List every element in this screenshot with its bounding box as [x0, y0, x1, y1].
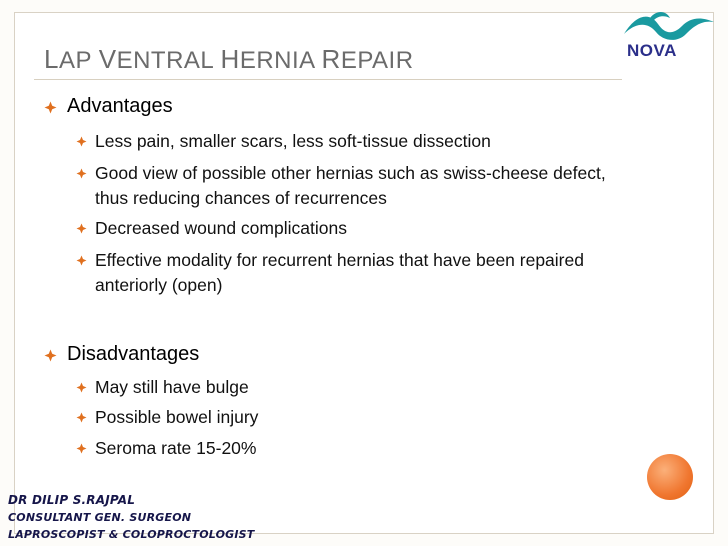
section-label: Advantages — [67, 95, 173, 117]
bullet-icon — [76, 223, 87, 234]
bullet-icon — [44, 101, 57, 114]
slide: LAP VENTRAL HERNIA REPAIR NOVA Advantages Less pain, smaller scars, less soft-tissue dissection Good view of possible other hernias such as swiss-cheese defect, thus reducing chances of recurrences Decreased wound complications Effective modality for recurrent hernias that have been repaired anteriorly (open) Disadvantages May still have bulge Possible bowel injury Seroma rate 15-20% DR DILIP S.RAJPAL CONSULTANT GEN. SURGEON LAPROSCOPIST & COLOPROCTOLOGIST — [0, 0, 728, 546]
bullet-icon — [44, 349, 57, 362]
decorative-circle — [647, 454, 693, 500]
bullet-icon — [76, 412, 87, 423]
bullet-icon — [76, 168, 87, 179]
section-label: Disadvantages — [67, 343, 200, 365]
title-divider — [34, 79, 622, 80]
bullet-icon — [76, 382, 87, 393]
bullet-icon — [76, 136, 87, 147]
author-name: DR DILIP S.RAJPAL — [8, 493, 136, 507]
bullet-icon — [76, 443, 87, 454]
logo-text: NOVA — [627, 41, 677, 60]
bullet-icon — [76, 255, 87, 266]
slide-title: LAP VENTRAL HERNIA REPAIR — [44, 44, 414, 74]
author-specialty: LAPROSCOPIST & COLOPROCTOLOGIST — [8, 528, 255, 541]
author-title: CONSULTANT GEN. SURGEON — [8, 511, 192, 524]
